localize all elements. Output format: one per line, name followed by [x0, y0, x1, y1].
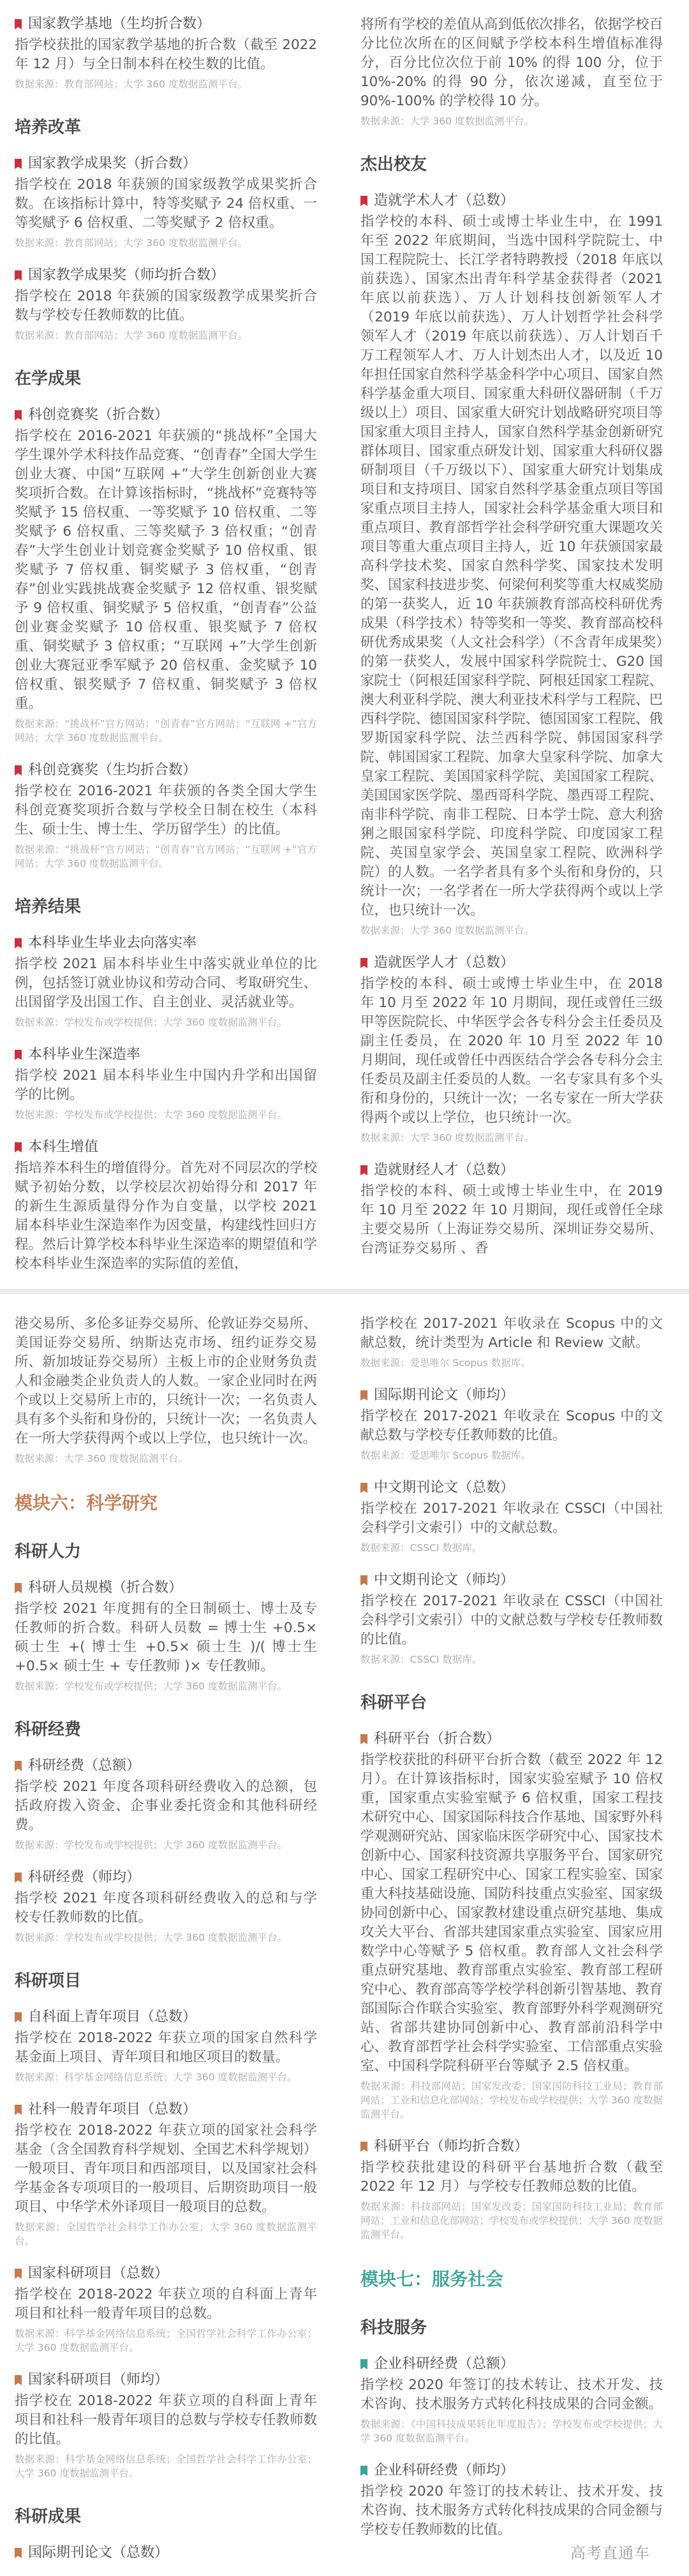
- indicator-title-text: 本科毕业生深造率: [28, 1047, 141, 1063]
- bookmark-icon: [15, 19, 22, 29]
- data-source: 数据来源：大学 360 度数据监测平台。: [360, 1132, 534, 1144]
- section-heading: 杰出校友: [360, 155, 427, 174]
- indicator-title: [360, 953, 663, 973]
- indicator-item: [360, 1478, 663, 1555]
- indicator-description: 指学校 2020 年签订的技术转让、技术开发、技术咨询、技术服务方式转化科技成果的合同金额与学校专任教师数的比值。: [360, 2484, 663, 2538]
- indicator-title-text: 国家科研项目（师均）: [28, 2372, 169, 2388]
- bookmark-icon: [360, 958, 367, 968]
- data-source: 数据来源：“挑战杯”官方网站；“创青春”官方网站；“互联网 +”官方网站；大学 360 度数据监测平台。: [15, 844, 317, 869]
- indicator-title-text: 科研经费（师均）: [28, 1869, 141, 1885]
- indicator-title: [360, 1160, 663, 1181]
- indicator-title: [15, 760, 317, 781]
- bookmark-icon: [15, 1761, 22, 1771]
- bookmark-icon: [15, 2105, 22, 2115]
- bookmark-icon: [360, 1734, 367, 1744]
- indicator-description: 指学校的本科、硕士或博士毕业生中，在 1991 年至 2022 年底期间，当选中国科学院院士、中国工程院院士、长江学者特聘教授（2018 年底以前获选）、国家杰出青年科学基金获得者（2021 年底以前获选）、万人计划科技创新领军人才（2019 年底以前获选）、万人计划哲学社会科学领军人才（2019 年底以前获选）、万人计划百千万工程领军人才、万人计划杰出人才，以及近 10 年担任国家自然科学基金科学中心项目、国家自然科学基金重大项目、国家重大科研仪器研制（千万级以上）项目、国家重大研究计划战略研究项目等国家重大项目主持人，国家自然科学基金创新研究群体项目、国家重点研发计划、国家重大科研仪器研制项目（千万级以下）、国家重大研究计划集成项目和支持项目、国家自然科学基金重点项目等国家重点项目主持人，国家社会科学基金重大项目和重点项目、教育部哲学社会科学研究重大课题攻关项目等重大重点项目主持人，近 10 年获颁国家最高科学技术奖、国家自然科学奖、国家技术发明奖、国家科技进步奖、何梁何利奖等重大权威奖励的第一获奖人，近 10 年获颁教育部高校科研优秀成果（科学技术）特等奖和一等奖、教育部高校科研优秀成果奖（人文社会科学）（不含青年成果奖）的第一获奖人，发展中国家科学院院士、G20 国家院士（阿根廷国家科学院、阿根廷国家工程院、澳大利亚科学院、澳大利亚技术科学与工程院、巴西科学院、德国国家科学院、德国国家工程院、俄罗斯国家科学院、法兰西科学院、韩国国家科学院、韩国国家工程院、加拿大皇家科学院、加拿大皇家工程院、美国国家科学院、美国国家工程院、美国国家医学院、墨西哥科学院、墨西哥工程院、南非科学院、南非工程院、日本学士院、意大利猞猁之眼国家科学院、印度科学院、印度国家工程院、英国皇家学会、英国皇家工程院、欧洲科学院）的人数。一名学者具有多个头衔和身份的，只统计一次；一名学者在一所大学获得两个或以上学位，也只统计一次。: [360, 214, 663, 918]
- indicator-title: [15, 265, 317, 286]
- indicator-title: [15, 1867, 317, 1888]
- data-source: 数据来源：“挑战杯”官方网站；“创青春”官方网站；“互联网 +”官方网站；大学 360 度数据监测平台。: [15, 718, 317, 744]
- indicator-item: [15, 1137, 317, 1274]
- indicator-title-text: 中文期刊论文（总数）: [374, 1480, 515, 1496]
- data-source: 数据来源：《中国科技成果转化年度报告》；学校发布或学校提供；大学 360 度数据监测平台。: [360, 2418, 663, 2444]
- indicator-title: [360, 2137, 663, 2157]
- indicator-title-text: 国家教学基地（生均折合数）: [28, 16, 211, 32]
- indicator-item: [360, 1385, 663, 1462]
- bookmark-icon: [15, 1050, 22, 1060]
- indicator-description: 指学校在 2017-2021 年收录在 CSSCI（中国社会科学引文索引）中的文献总数。: [360, 1501, 663, 1536]
- indicator-item: [15, 265, 317, 342]
- indicator-title: [15, 154, 317, 174]
- column-left: [15, 14, 317, 1274]
- indicator-item: [360, 1570, 663, 1667]
- column-right: [360, 14, 663, 1258]
- indicator-description: 指学校在 2018-2022 年获立项的国家自然科学基金面上项目、青年项目和地区项目的数量。: [15, 2030, 317, 2065]
- indicator-description: 指学校在 2017-2021 年收录在 CSSCI（中国社会科学引文索引）中的文献总数与学校专任教师数的比值。: [360, 1593, 663, 1647]
- section-heading: 科研成果: [15, 2507, 82, 2526]
- indicator-title-text: 企业科研经费（师均）: [374, 2462, 515, 2478]
- indicator-title: [15, 2543, 317, 2563]
- indicator-description: 指学校在 2018-2022 年获立项的国家社会科学基金（含全国教育科学规划、全国艺术科学规划）一般项目、青年项目和西部项目，以及国家社会科学基金各专项项目的一般项目、后期资助项目一般项目、中华学术外译项目一般项目的总数。: [15, 2123, 317, 2215]
- continued-paragraph: [15, 1314, 317, 1466]
- indicator-description: 港交易所、多伦多证券交易所、伦敦证券交易所、美国证券交易所、纳斯达克市场、纽约证券交易所、新加坡证券交易所）主板上市的企业财务负责人和金融类企业负责人的人数。一家企业同时在两个或以上交易所上市的，只统计一次；一名负责人具有多个头衔和身份的，只统计一次；一名负责人在一所大学获得两个或以上学位，也只统计一次。: [15, 1316, 317, 1446]
- indicator-description: 将所有学校的差值从高到低依次排名，依据学校百分比位次所在的区间赋予学校本科生增值标准得分，百分比位次位于前 10% 的得 100 分，位于 10%-20% 的得 90 分，依次递减，直至位于 90%-100% 的学校得 10 分。: [360, 17, 663, 109]
- indicator-description: 指学校在 2017-2021 年收录在 Scopus 中的文献总数，统计类型为 Article 和 Review 文献。: [360, 1316, 663, 1351]
- section-heading: 科研经费: [15, 1720, 82, 1739]
- data-source: 数据来源：学校发布或学校提供；大学 360 度数据监测平台。: [15, 1839, 287, 1851]
- bookmark-icon: [15, 2269, 22, 2279]
- indicator-title-text: 本科生增值: [28, 1139, 99, 1155]
- indicator-title: [360, 191, 663, 211]
- indicator-title: [360, 2461, 663, 2481]
- indicator-title-text: 国家教学成果奖（折合数）: [28, 156, 197, 172]
- indicator-title-text: 国家科研项目（总数）: [28, 2265, 169, 2281]
- indicator-item: [15, 760, 317, 871]
- indicator-description: 指学校 2021 届本科毕业生中落实就业单位的比例，包括签订就业协议和劳动合同、考取研究生、出国留学及出国工作、自主创业、灵活就业等。: [15, 956, 317, 1010]
- indicator-title-text: 自科面上青年项目（总数）: [28, 2009, 197, 2025]
- watermark: 高考直通车: [570, 2544, 650, 2562]
- indicator-title: [15, 2100, 317, 2120]
- continued-paragraph: [360, 15, 663, 128]
- indicator-item: [15, 1867, 317, 1945]
- indicator-item: [15, 2263, 317, 2355]
- indicator-description: 指学校的本科、硕士或博士毕业生中，在 2018 年 10 月至 2022 年 10 月期间，现任或曾任三级甲等医院院长、中华医学会各专科分会主任委员及副主任委员，在 2020 年 10 月至 2022 年 10 月期间，现任或曾任中西医结合学会各专科分会主任委员及副主任委员的人数。一名专家具有多个头衔和身份的，只统计一次；一名专家在一所大学获得两个或以上学位，也只统计一次。: [360, 976, 663, 1126]
- data-source: 数据来源：科技部网站；国家发改委；国家国防科技工业局；教育部网站；工业和信息化部网站；学校发布或学校提供；大学 360 度数据监测平台。: [360, 2201, 663, 2241]
- data-source: 数据来源：全国哲学社会科学工作办公室；大学 360 度数据监测平台。: [15, 2221, 317, 2247]
- bookmark-icon: [15, 2012, 22, 2022]
- indicator-item: [360, 1729, 663, 2121]
- section-heading: 科研人力: [15, 1542, 82, 1561]
- indicator-item: [15, 1578, 317, 1693]
- indicator-item: [15, 14, 317, 91]
- data-source: 数据来源：教育部网站；大学 360 度数据监测平台。: [15, 237, 248, 249]
- indicator-description: 指学校 2021 年度拥有的全日制硕士、博士及专任教师的折合数。科研人员数 = 博士生 +0.5× 硕士生 +( 博士生 +0.5× 硕士生 )/( 博士生 +0.5× 硕士生 + 专任教师 )× 专任教师。: [15, 1601, 317, 1674]
- data-source: 数据来源：大学 360 度数据监测平台。: [360, 115, 534, 127]
- indicator-title-text: 国际期刊论文（师均）: [374, 1387, 515, 1403]
- indicator-description: 指学校 2021 届本科毕业生中国内升学和出国留学的比例。: [15, 1068, 317, 1103]
- indicator-title-text: 本科毕业生毕业去向落实率: [28, 935, 197, 951]
- indicator-title-text: 中文期刊论文（师均）: [374, 1572, 515, 1588]
- indicator-item: [360, 2461, 663, 2540]
- data-source: 数据来源：大学 360 度数据监测平台。: [15, 1453, 188, 1464]
- indicator-title: [15, 2370, 317, 2390]
- module-title: 模块六：科学研究: [15, 1492, 158, 1513]
- indicator-title-text: 科研平台（师均折合数）: [374, 2138, 529, 2154]
- bookmark-icon: [360, 1165, 367, 1175]
- indicator-description: 指学校 2020 年签订的技术转让、技术开发、技术咨询、技术服务方式转化科技成果的合同金额。: [360, 2377, 663, 2412]
- indicator-item: [15, 2543, 317, 2563]
- indicator-item: [15, 933, 317, 1029]
- indicator-description: 指学校的本科、硕士或博士毕业生中，在 2019 年 10 月至 2022 年 10 月期间，现任或曾任全球主要交易所（上海证券交易所、深圳证券交易所、台湾证券交易所 、香: [360, 1183, 663, 1256]
- indicator-description: 指学校获批的国家教学基地的折合数（截至 2022 年 12 月）与全日制本科在校生数的比值。: [15, 37, 317, 72]
- column-left: [15, 1313, 317, 2563]
- indicator-item: [15, 405, 317, 745]
- data-source: 数据来源：学校发布或学校提供；大学 360 度数据监测平台。: [15, 1017, 287, 1028]
- bookmark-icon: [360, 2142, 367, 2152]
- indicator-title-text: 企业科研经费（总额）: [374, 2356, 515, 2372]
- bookmark-icon: [360, 1575, 367, 1586]
- continued-paragraph: [360, 1314, 663, 1370]
- data-source: 数据来源：科技部网站；国家发改委；国家国防科技工业局；教育部网站；工业和信息化部网站；学校发布或学校提供；大学 360 度数据监测平台。: [360, 2080, 663, 2120]
- indicator-title: [15, 14, 317, 34]
- indicator-description: 指学校在 2018-2022 年获立项的自科面上青年项目和社科一般青年项目的总数与学校专任教师数的比值。: [15, 2393, 317, 2447]
- bookmark-icon: [15, 938, 22, 948]
- indicator-title-text: 国家教学成果奖（师均折合数）: [28, 267, 225, 283]
- page-divider: [0, 1289, 689, 1294]
- bookmark-icon: [360, 1483, 367, 1493]
- indicator-item: [15, 1045, 317, 1122]
- bookmark-icon: [15, 159, 22, 169]
- indicator-title: [15, 1137, 317, 1158]
- section-heading: 科研项目: [15, 1971, 82, 1991]
- data-source: 数据来源：科学基金网络信息系统；全国哲学社会科学工作办公室；大学 360 度数据监测平台。: [15, 2454, 317, 2479]
- indicator-title: [360, 1385, 663, 1406]
- indicator-title-text: 社科一般青年项目（总数）: [28, 2101, 197, 2117]
- data-source: 数据来源：科学基金网络信息系统；全国哲学社会科学工作办公室；大学 360 度数据监测平台。: [15, 2328, 317, 2353]
- indicator-title-text: 造就医学人才（总数）: [374, 955, 515, 971]
- indicator-title: [15, 405, 317, 425]
- indicator-description: 指学校在 2018 年获颁的国家级教学成果奖折合数与学校专任教师数的比值。: [15, 288, 317, 323]
- data-source: 数据来源：科学基金网络信息系统；大学 360 度数据监测平台。: [15, 2072, 297, 2083]
- indicator-title-text: 科研经费（总额）: [28, 1758, 141, 1774]
- indicator-title: [15, 1578, 317, 1598]
- data-source: 数据来源：学校发布或学校提供；大学 360 度数据监测平台。: [15, 1932, 287, 1943]
- indicator-title: [15, 933, 317, 953]
- indicator-title: [15, 2263, 317, 2284]
- data-source: 数据来源：大学 360 度数据监测平台。: [360, 925, 534, 936]
- indicator-description: 指学校在 2016-2021 年获颁的“挑战杯”全国大学生课外学术科技作品竞赛、“创青春”全国大学生创业大赛、中国“互联网 +”大学生创新创业大赛奖项折合数。在计算该指标时，“挑战杯”竞赛特等奖赋予 15 倍权重、一等奖赋予 10 倍权重、二等奖赋予 6 倍权重、三等奖赋予 3 倍权重；“创青春”大学生创业计划竞赛金奖赋予 10 倍权重、银奖赋予 7 倍权重、铜奖赋予 3 倍权重，“创青春”创业实践挑战赛金奖赋予 12 倍权重、银奖赋予 9 倍权重、铜奖赋予 5 倍权重，“创青春”公益创业赛金奖赋予 10 倍权重、银奖赋予 7 倍权重、铜奖赋予 3 倍权重；“互联网 +”大学生创新创业大赛冠亚季军赋予 20 倍权重、金奖赋予 10 倍权重、银奖赋予 7 倍权重、铜奖赋予 3 倍权重。: [15, 428, 317, 712]
- data-source: 数据来源：爱思唯尔 Scopus 数据库。: [360, 1450, 531, 1461]
- indicator-item: [360, 191, 663, 938]
- bookmark-icon: [360, 1390, 367, 1401]
- indicator-item: [15, 2100, 317, 2248]
- indicator-description: 指学校 2021 年度各项科研经费收入的总和与学校专任教师数的比值。: [15, 1890, 317, 1925]
- bookmark-icon: [360, 196, 367, 206]
- indicator-item: [360, 2137, 663, 2242]
- bookmark-icon: [15, 1142, 22, 1152]
- bookmark-icon: [15, 1873, 22, 1883]
- indicator-description: 指学校获批的科研平台折合数（截至 2022 年 12 月）。在计算该指标时，国家实验室赋予 10 倍权重，国家重点实验室赋予 6 倍权重，国家工程技术研究中心、国家国际科技合作基地、国家野外科学观测研究站、国家临床医学研究中心、国家技术创新中心、国家科技资源共享服务平台、国家研究中心、国家工程研究中心、国家工程实验室、国家重大科技基础设施、国防科技重点实验室、国家级协同创新中心、国家教材建设重点研究基地、集成攻关大平台、省部共建国家重点实验室、国家应用数学中心等赋予 5 倍权重。教育部人文社会科学重点研究基地、教育部重点实验室、教育部工程研究中心、教育部高等学校学科创新引智基地、教育部国际合作联合实验室、教育部野外科学观测研究站、省部共建协同创新中心、教育部前沿科学中心、教育部哲学社会科学实验室、工信部重点实验室、中国科学院科研平台等赋予 2.5 倍权重。: [360, 1752, 663, 2074]
- data-source: 数据来源：教育部网站；大学 360 度数据监测平台。: [15, 78, 248, 90]
- bookmark-icon: [360, 2359, 367, 2369]
- indicator-title-text: 科研平台（折合数）: [374, 1731, 501, 1747]
- indicator-title-text: 国际期刊论文（总数）: [28, 2545, 169, 2561]
- indicator-title: [15, 2007, 317, 2028]
- indicator-title-text: 科创竞赛奖（生均折合数）: [28, 762, 197, 778]
- data-source: 数据来源：学校发布或学校提供；大学 360 度数据监测平台。: [15, 1681, 287, 1692]
- bookmark-icon: [15, 1583, 22, 1593]
- section-heading: 科研平台: [360, 1693, 427, 1712]
- indicator-title: [360, 2354, 663, 2374]
- bookmark-icon: [15, 2548, 22, 2558]
- indicator-description: 指学校获批建设的科研平台基地折合数（截至 2022 年 12 月）与学校专任教师总数的比值。: [360, 2160, 663, 2195]
- indicator-title-text: 造就财经人才（总数）: [374, 1162, 515, 1178]
- indicator-description: 指学校在 2017-2021 年收录在 Scopus 中的文献总数与学校专任教师数的比值。: [360, 1408, 663, 1443]
- indicator-title: [15, 1045, 317, 1065]
- indicator-title-text: 造就学术人才（总数）: [374, 193, 515, 209]
- bookmark-icon: [15, 2375, 22, 2385]
- indicator-title: [360, 1478, 663, 1498]
- indicator-item: [360, 953, 663, 1145]
- indicator-description: 指学校在 2018-2022 年获立项的自科面上青年项目和社科一般青年项目的总数。: [15, 2286, 317, 2322]
- indicator-title: [360, 1729, 663, 1749]
- indicator-title: [360, 1570, 663, 1591]
- data-source: 数据来源：学校发布或学校提供；大学 360 度数据监测平台。: [15, 1109, 287, 1121]
- indicator-description: 指学校在 2018 年获颁的国家级教学成果奖折合数。在该指标计算中，特等奖赋予 24 倍权重、一等奖赋予 6 倍权重、二等奖赋予 2 倍权重。: [15, 177, 317, 231]
- indicator-title-text: 科创竞赛奖（折合数）: [28, 407, 169, 423]
- data-source: 数据来源：教育部网站；大学 360 度数据监测平台。: [15, 330, 248, 341]
- indicator-description: 指学校在 2016-2021 年获颁的各类全国大学生科创竞赛奖项折合数与学校全日制在校生（本科生、硕士生、博士生、学历留学生）的比值。: [15, 783, 317, 837]
- indicator-item: [15, 1756, 317, 1852]
- bookmark-icon: [360, 2466, 367, 2476]
- indicator-item: [15, 154, 317, 250]
- section-heading: 科技服务: [360, 2318, 427, 2337]
- section-heading: 在学成果: [15, 369, 82, 388]
- page-section-bottom: [0, 1294, 689, 2576]
- data-source: 数据来源：CSSCI 数据库。: [360, 1542, 482, 1554]
- section-heading: 培养改革: [15, 118, 82, 137]
- bookmark-icon: [15, 270, 22, 281]
- bookmark-icon: [15, 410, 22, 420]
- data-source: 数据来源：爱思唯尔 Scopus 数据库。: [360, 1357, 531, 1369]
- indicator-item: [360, 2354, 663, 2445]
- column-right: [360, 1313, 663, 2563]
- indicator-item: [360, 1160, 663, 1258]
- section-heading: 培养结果: [15, 897, 82, 916]
- indicator-item: [15, 2370, 317, 2480]
- indicator-title-text: 科研人员规模（折合数）: [28, 1580, 183, 1596]
- indicator-description: 指培养本科生的增值得分。首先对不同层次的学校赋予初始分数，以学校层次初始得分和 2017 年的新生生源质量得分作为自变量，以学校 2021 届本科毕业生深造率作为因变量，构建线性回归方程。然后计算学校本科毕业生深造率的期望值和学校本科毕业生深造率的实际值的差值，: [15, 1160, 317, 1272]
- indicator-item: [15, 2007, 317, 2084]
- indicator-description: 指学校 2021 年度各项科研经费收入的总额，包括政府拨入资金、企事业委托资金和其他科研经费。: [15, 1779, 317, 1833]
- indicator-title: [15, 1756, 317, 1776]
- module-title: 模块七：服务社会: [360, 2269, 504, 2290]
- bookmark-icon: [15, 765, 22, 776]
- data-source: 数据来源：CSSCI 数据库。: [360, 1654, 482, 1665]
